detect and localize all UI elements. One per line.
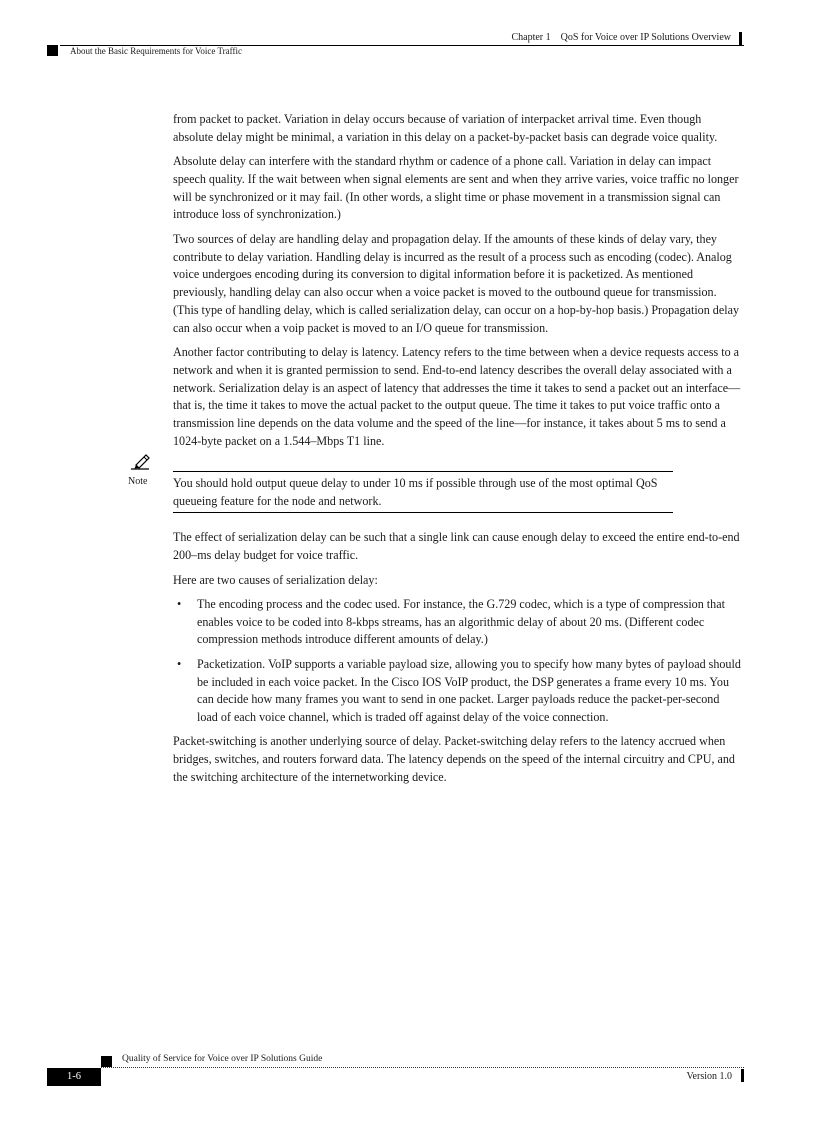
- footer-marker: [101, 1056, 112, 1067]
- running-header-chapter: [511, 32, 731, 43]
- footer-right-bar: [741, 1069, 744, 1082]
- pencil-note-icon: [128, 452, 152, 470]
- main-content: [128, 111, 743, 793]
- paragraph: Another factor contributing to delay is latency. Latency refers to the time between when a device requests access to a network and when it is granted permission to send. End-to-end latency describes the overall delay associated with a network. Serialization delay is an aspect of latency that addresses the time it takes to send a packet out an interface—that is, the time it takes to move the actual packet to the output queue. The time it takes to put voice traffic onto a transmission line depends on the data volume and the speed of the line—for instance, it takes about 5 ms to send a 1024-byte packet on a 1.544–Mbps T1 line.: [173, 345, 741, 449]
- paragraph: Here are two causes of serialization delay:: [173, 572, 378, 587]
- page-number: 1-6: [47, 1068, 101, 1086]
- footer-version: Version 1.0: [686, 1071, 732, 1082]
- bullet-icon: •: [177, 596, 182, 611]
- chapter-number: Chapter 1: [511, 32, 551, 43]
- paragraph: from packet to packet. Variation in delay occurs because of variation of interpacket arrival time. Even though absolute delay might be minimal, a variation in this delay on a packet-by-packet basis can degrade voice quality.: [173, 112, 718, 144]
- note-bottom-rule: [173, 512, 673, 513]
- list-item: [173, 656, 743, 727]
- chapter-title: QoS for Voice over IP Solutions Overview: [560, 32, 731, 43]
- note-label: Note: [128, 475, 148, 487]
- list-item-text: The encoding process and the codec used. For instance, the G.729 codec, which is a type of compression that enables voice to be coded into 8-kbps streams, has an algorithmic delay of about 20 ms. (Different codec compression methods introduce different amounts of delay.): [197, 596, 725, 647]
- bullet-list: [173, 596, 743, 727]
- paragraph: Absolute delay can interfere with the standard rhythm or cadence of a phone call. Variation in delay can impact speech quality. If the wait between when signal elements are sent and when they arrive varies, voice traffic no longer will be synchronized or it may fail. (In other words, a slight time or phase movement in a transmission signal can introduce loss of synchronization.): [173, 154, 739, 222]
- header-right-bar: [739, 32, 742, 45]
- header-left-marker: [47, 45, 58, 56]
- paragraph: Two sources of delay are handling delay and propagation delay. If the amounts of these kinds of delay vary, they contribute to delay variation. Handling delay is incurred as the result of a process such as encoding (codec). Analog voice undergoes encoding during its conversion to digital information before it is packetized. As mentioned previously, handling delay can also occur when a voice packet is moved to the outbound queue for transmission. (This type of handling delay, which is called serialization delay, can occur on a hop-by-hop basis.) Propagation delay can also occur when a voip packet is moved to an I/O queue for transmission.: [173, 231, 739, 335]
- paragraph: The effect of serialization delay can be such that a single link can cause enough delay to exceed the entire end-to-end 200–ms delay budget for voice traffic.: [173, 530, 740, 563]
- footer-guide-title: Quality of Service for Voice over IP Solutions Guide: [122, 1054, 323, 1064]
- list-item: [173, 596, 743, 649]
- list-item-text: Packetization. VoIP supports a variable payload size, allowing you to specify how many bytes of payload should be included in each voice packet. In the Cisco IOS VoIP product, the DSP generates a frame every 10 ms. You can decide how many frames you want to send in one packet. Larger payloads reduce the packet-per-second load of each voice channel, which is traded off against delay of the voice connection.: [197, 656, 741, 725]
- running-header-section: About the Basic Requirements for Voice Traffic: [70, 46, 242, 56]
- bullet-icon: •: [177, 656, 182, 671]
- paragraph: Packet-switching is another underlying source of delay. Packet-switching delay refers to the latency accrued when bridges, switches, and routers forward data. The latency depends on the speed of the internal circuitry and CPU, and the switching architecture of the internetworking device.: [173, 734, 735, 784]
- footer-rule: [101, 1067, 744, 1068]
- note-box: [128, 471, 673, 514]
- note-text: You should hold output queue delay to under 10 ms if possible through use of the most optimal QoS queueing feature for the node and network.: [173, 475, 658, 508]
